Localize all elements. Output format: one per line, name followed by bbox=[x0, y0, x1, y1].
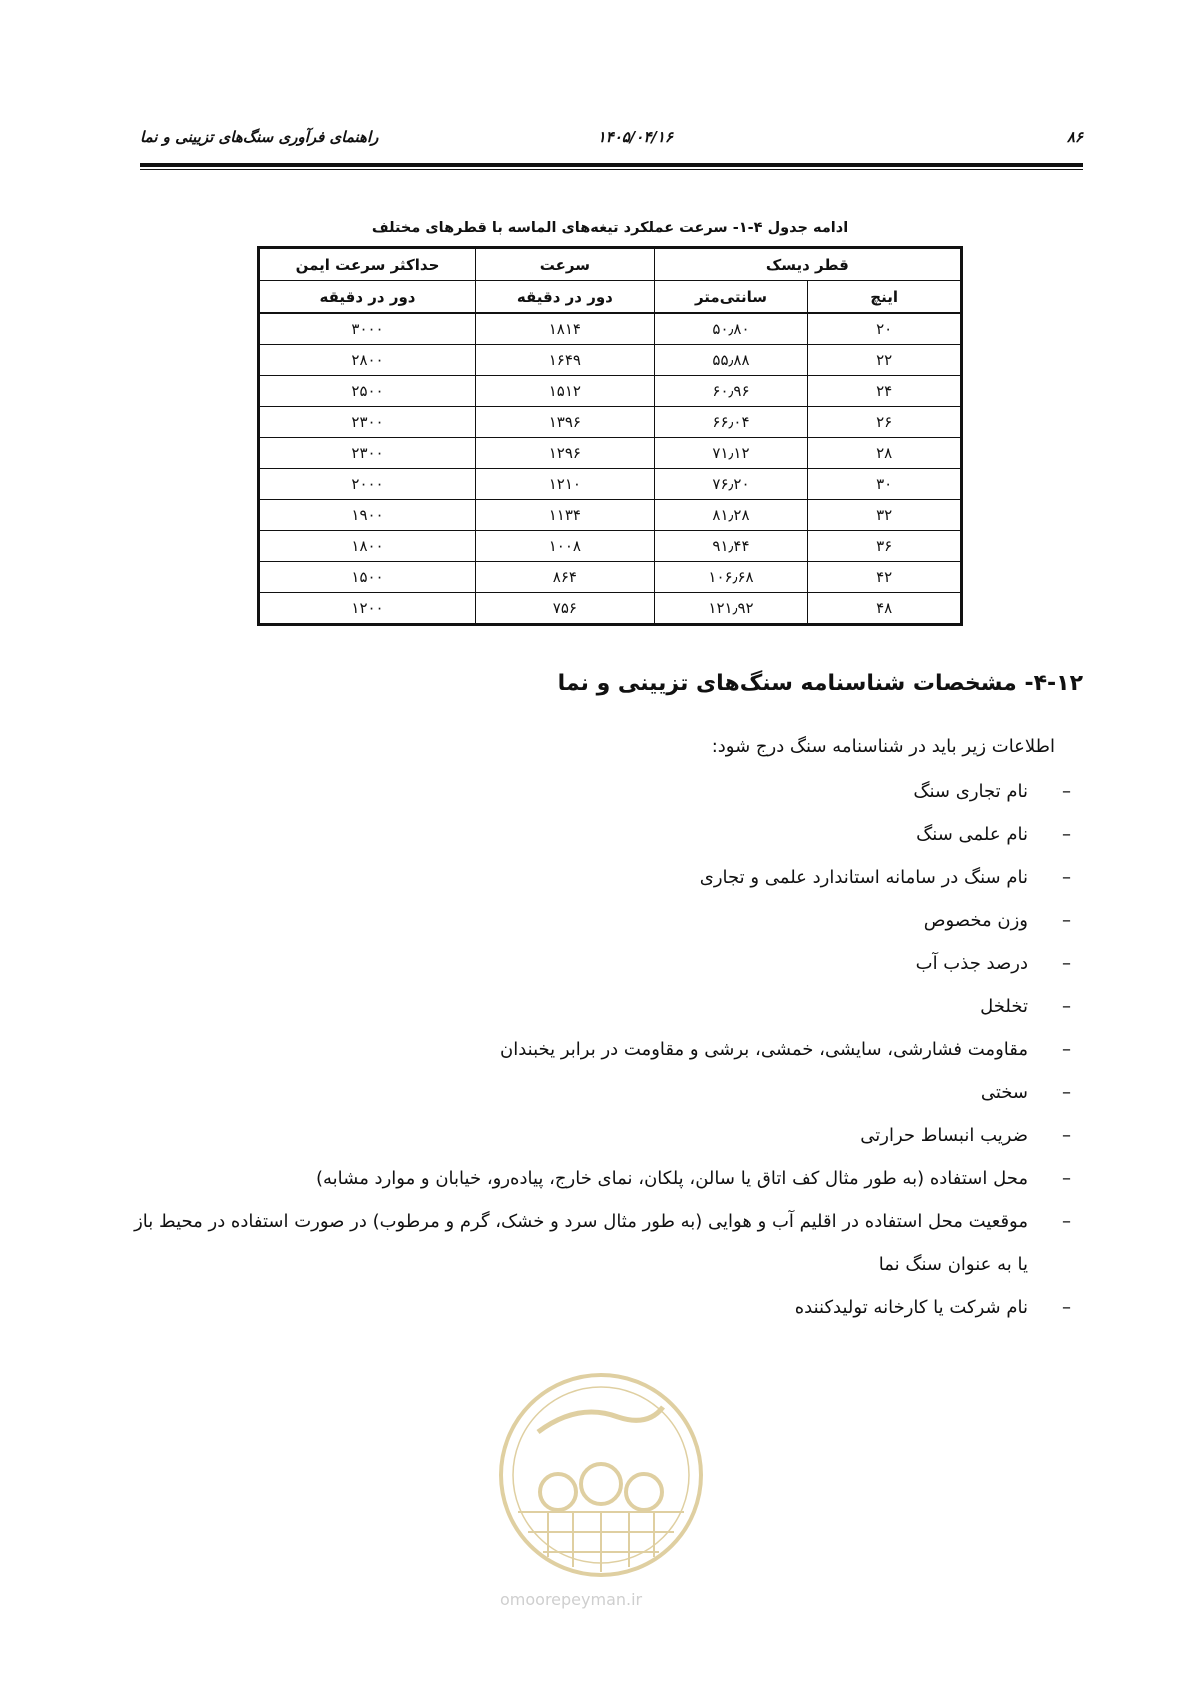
max-speed-unit-header: دور در دقیقه bbox=[259, 281, 476, 314]
list-item-text: مقاومت فشارشی، سایشی، خمشی، برشی و مقاومت در برابر یخبندان bbox=[499, 1039, 1028, 1060]
list-item-text: محل استفاده (به طور مثال کف اتاق یا سالن، پلکان، نمای خارج، پیاده‌رو، خیابان و موارد مشابه) bbox=[315, 1168, 1028, 1189]
list-item bbox=[133, 985, 1083, 1028]
list-dash: – bbox=[1062, 910, 1071, 931]
list-item bbox=[133, 1157, 1083, 1200]
max-speed-header: حداکثر سرعت ایمن bbox=[259, 248, 476, 281]
speed-unit-header: دور در دقیقه bbox=[476, 281, 655, 314]
list-dash: – bbox=[1062, 1297, 1071, 1318]
speed-cell: ۱۸۱۴ bbox=[476, 313, 655, 345]
list-item-text: نام تجاری سنگ bbox=[913, 781, 1028, 802]
header-title: راهنمای فرآوری سنگ‌های تزیینی و نما bbox=[140, 128, 379, 146]
table-row bbox=[259, 407, 962, 438]
max-speed-cell: ۲۳۰۰ bbox=[259, 407, 476, 438]
list-item bbox=[133, 942, 1083, 985]
inch-cell: ۲۶ bbox=[808, 407, 962, 438]
list-item bbox=[133, 899, 1083, 942]
table-caption: ادامه جدول ۴-۱- سرعت عملکرد تیغه‌های الماسه با قطرهای مختلف bbox=[371, 220, 849, 236]
speed-cell: ۱۰۰۸ bbox=[476, 531, 655, 562]
cm-cell: ۸۱٫۲۸ bbox=[654, 500, 808, 531]
watermark-url: omoorepeyman.ir bbox=[500, 1590, 643, 1609]
list-dash: – bbox=[1062, 953, 1071, 974]
speed-cell: ۱۲۱۰ bbox=[476, 469, 655, 500]
speed-cell: ۱۱۳۴ bbox=[476, 500, 655, 531]
header-rule-thick bbox=[140, 163, 1083, 167]
max-speed-cell: ۲۸۰۰ bbox=[259, 345, 476, 376]
speed-cell: ۸۶۴ bbox=[476, 562, 655, 593]
speed-cell: ۷۵۶ bbox=[476, 593, 655, 625]
cm-cell: ۷۱٫۱۲ bbox=[654, 438, 808, 469]
inch-cell: ۳۲ bbox=[808, 500, 962, 531]
speed-cell: ۱۲۹۶ bbox=[476, 438, 655, 469]
list-item-text: تخلخل bbox=[980, 996, 1028, 1017]
inch-cell: ۳۶ bbox=[808, 531, 962, 562]
list-dash: – bbox=[1062, 1039, 1071, 1060]
list-dash: – bbox=[1062, 1168, 1071, 1189]
watermark-logo bbox=[488, 1362, 714, 1588]
list-item-text: موقعیت محل استفاده در اقلیم آب و هوایی (به طور مثال سرد و خشک، گرم و مرطوب) در صورت استفاده در محیط باز یا به عنوان سنگ نما bbox=[134, 1211, 1028, 1275]
cm-header: سانتی‌متر bbox=[654, 281, 808, 314]
section-title: ۴-۱۲- مشخصات شناسنامه سنگ‌های تزیینی و نما bbox=[557, 671, 1083, 696]
cm-cell: ۶۰٫۹۶ bbox=[654, 376, 808, 407]
speed-cell: ۱۵۱۲ bbox=[476, 376, 655, 407]
list-item bbox=[133, 770, 1083, 813]
speed-cell: ۱۳۹۶ bbox=[476, 407, 655, 438]
cm-cell: ۵۰٫۸۰ bbox=[654, 313, 808, 345]
max-speed-cell: ۱۸۰۰ bbox=[259, 531, 476, 562]
list-item bbox=[133, 1028, 1083, 1071]
table-row bbox=[259, 313, 962, 345]
cm-cell: ۱۲۱٫۹۲ bbox=[654, 593, 808, 625]
list-item bbox=[133, 856, 1083, 899]
list-dash: – bbox=[1062, 1082, 1071, 1103]
max-speed-cell: ۳۰۰۰ bbox=[259, 313, 476, 345]
header-date: ۱۴۰۵/۰۴/۱۶ bbox=[597, 128, 673, 146]
list-item-text: ضریب انبساط حرارتی bbox=[860, 1125, 1028, 1146]
table-row bbox=[259, 562, 962, 593]
list-item-text: درصد جذب آب bbox=[915, 953, 1028, 974]
inch-cell: ۳۰ bbox=[808, 469, 962, 500]
table-header-row bbox=[259, 248, 962, 281]
header-rule-thin bbox=[140, 169, 1083, 170]
max-speed-cell: ۲۵۰۰ bbox=[259, 376, 476, 407]
cm-cell: ۹۱٫۴۴ bbox=[654, 531, 808, 562]
max-speed-cell: ۲۰۰۰ bbox=[259, 469, 476, 500]
inch-cell: ۲۰ bbox=[808, 313, 962, 345]
table-row bbox=[259, 531, 962, 562]
list-item-text: نام سنگ در سامانه استاندارد علمی و تجاری bbox=[699, 867, 1028, 888]
cm-cell: ۱۰۶٫۶۸ bbox=[654, 562, 808, 593]
list-item-text: نام علمی سنگ bbox=[916, 824, 1028, 845]
inch-cell: ۲۲ bbox=[808, 345, 962, 376]
table-row bbox=[259, 438, 962, 469]
table-row bbox=[259, 593, 962, 625]
inch-cell: ۲۸ bbox=[808, 438, 962, 469]
page-header bbox=[140, 128, 1083, 158]
inch-header: اینچ bbox=[808, 281, 962, 314]
list-dash: – bbox=[1062, 824, 1071, 845]
table-row bbox=[259, 469, 962, 500]
list-dash: – bbox=[1062, 1125, 1071, 1146]
table-row bbox=[259, 376, 962, 407]
inch-cell: ۲۴ bbox=[808, 376, 962, 407]
max-speed-cell: ۱۹۰۰ bbox=[259, 500, 476, 531]
section-intro: اطلاعات زیر باید در شناسنامه سنگ درج شود: bbox=[711, 736, 1055, 757]
disc-speed-table bbox=[257, 246, 963, 626]
table-row bbox=[259, 345, 962, 376]
max-speed-cell: ۲۳۰۰ bbox=[259, 438, 476, 469]
max-speed-cell: ۱۵۰۰ bbox=[259, 562, 476, 593]
stone-id-list bbox=[133, 770, 1083, 1329]
list-dash: – bbox=[1062, 781, 1071, 802]
disc-diameter-header: قطر دیسک bbox=[654, 248, 961, 281]
speed-cell: ۱۶۴۹ bbox=[476, 345, 655, 376]
list-item bbox=[133, 1286, 1083, 1329]
list-dash: – bbox=[1062, 1211, 1071, 1232]
table-row bbox=[259, 500, 962, 531]
inch-cell: ۴۲ bbox=[808, 562, 962, 593]
cm-cell: ۷۶٫۲۰ bbox=[654, 469, 808, 500]
list-item bbox=[133, 813, 1083, 856]
list-item-text: نام شرکت یا کارخانه تولیدکننده bbox=[794, 1297, 1028, 1318]
inch-cell: ۴۸ bbox=[808, 593, 962, 625]
cm-cell: ۵۵٫۸۸ bbox=[654, 345, 808, 376]
table-subheader-row bbox=[259, 281, 962, 314]
page-number: ۸۶ bbox=[1066, 128, 1083, 146]
cm-cell: ۶۶٫۰۴ bbox=[654, 407, 808, 438]
speed-header: سرعت bbox=[476, 248, 655, 281]
max-speed-cell: ۱۲۰۰ bbox=[259, 593, 476, 625]
list-dash: – bbox=[1062, 996, 1071, 1017]
list-item bbox=[133, 1200, 1083, 1286]
list-item bbox=[133, 1114, 1083, 1157]
list-item bbox=[133, 1071, 1083, 1114]
list-item-text: وزن مخصوص bbox=[923, 910, 1028, 931]
list-item-text: سختی bbox=[980, 1082, 1028, 1103]
list-dash: – bbox=[1062, 867, 1071, 888]
